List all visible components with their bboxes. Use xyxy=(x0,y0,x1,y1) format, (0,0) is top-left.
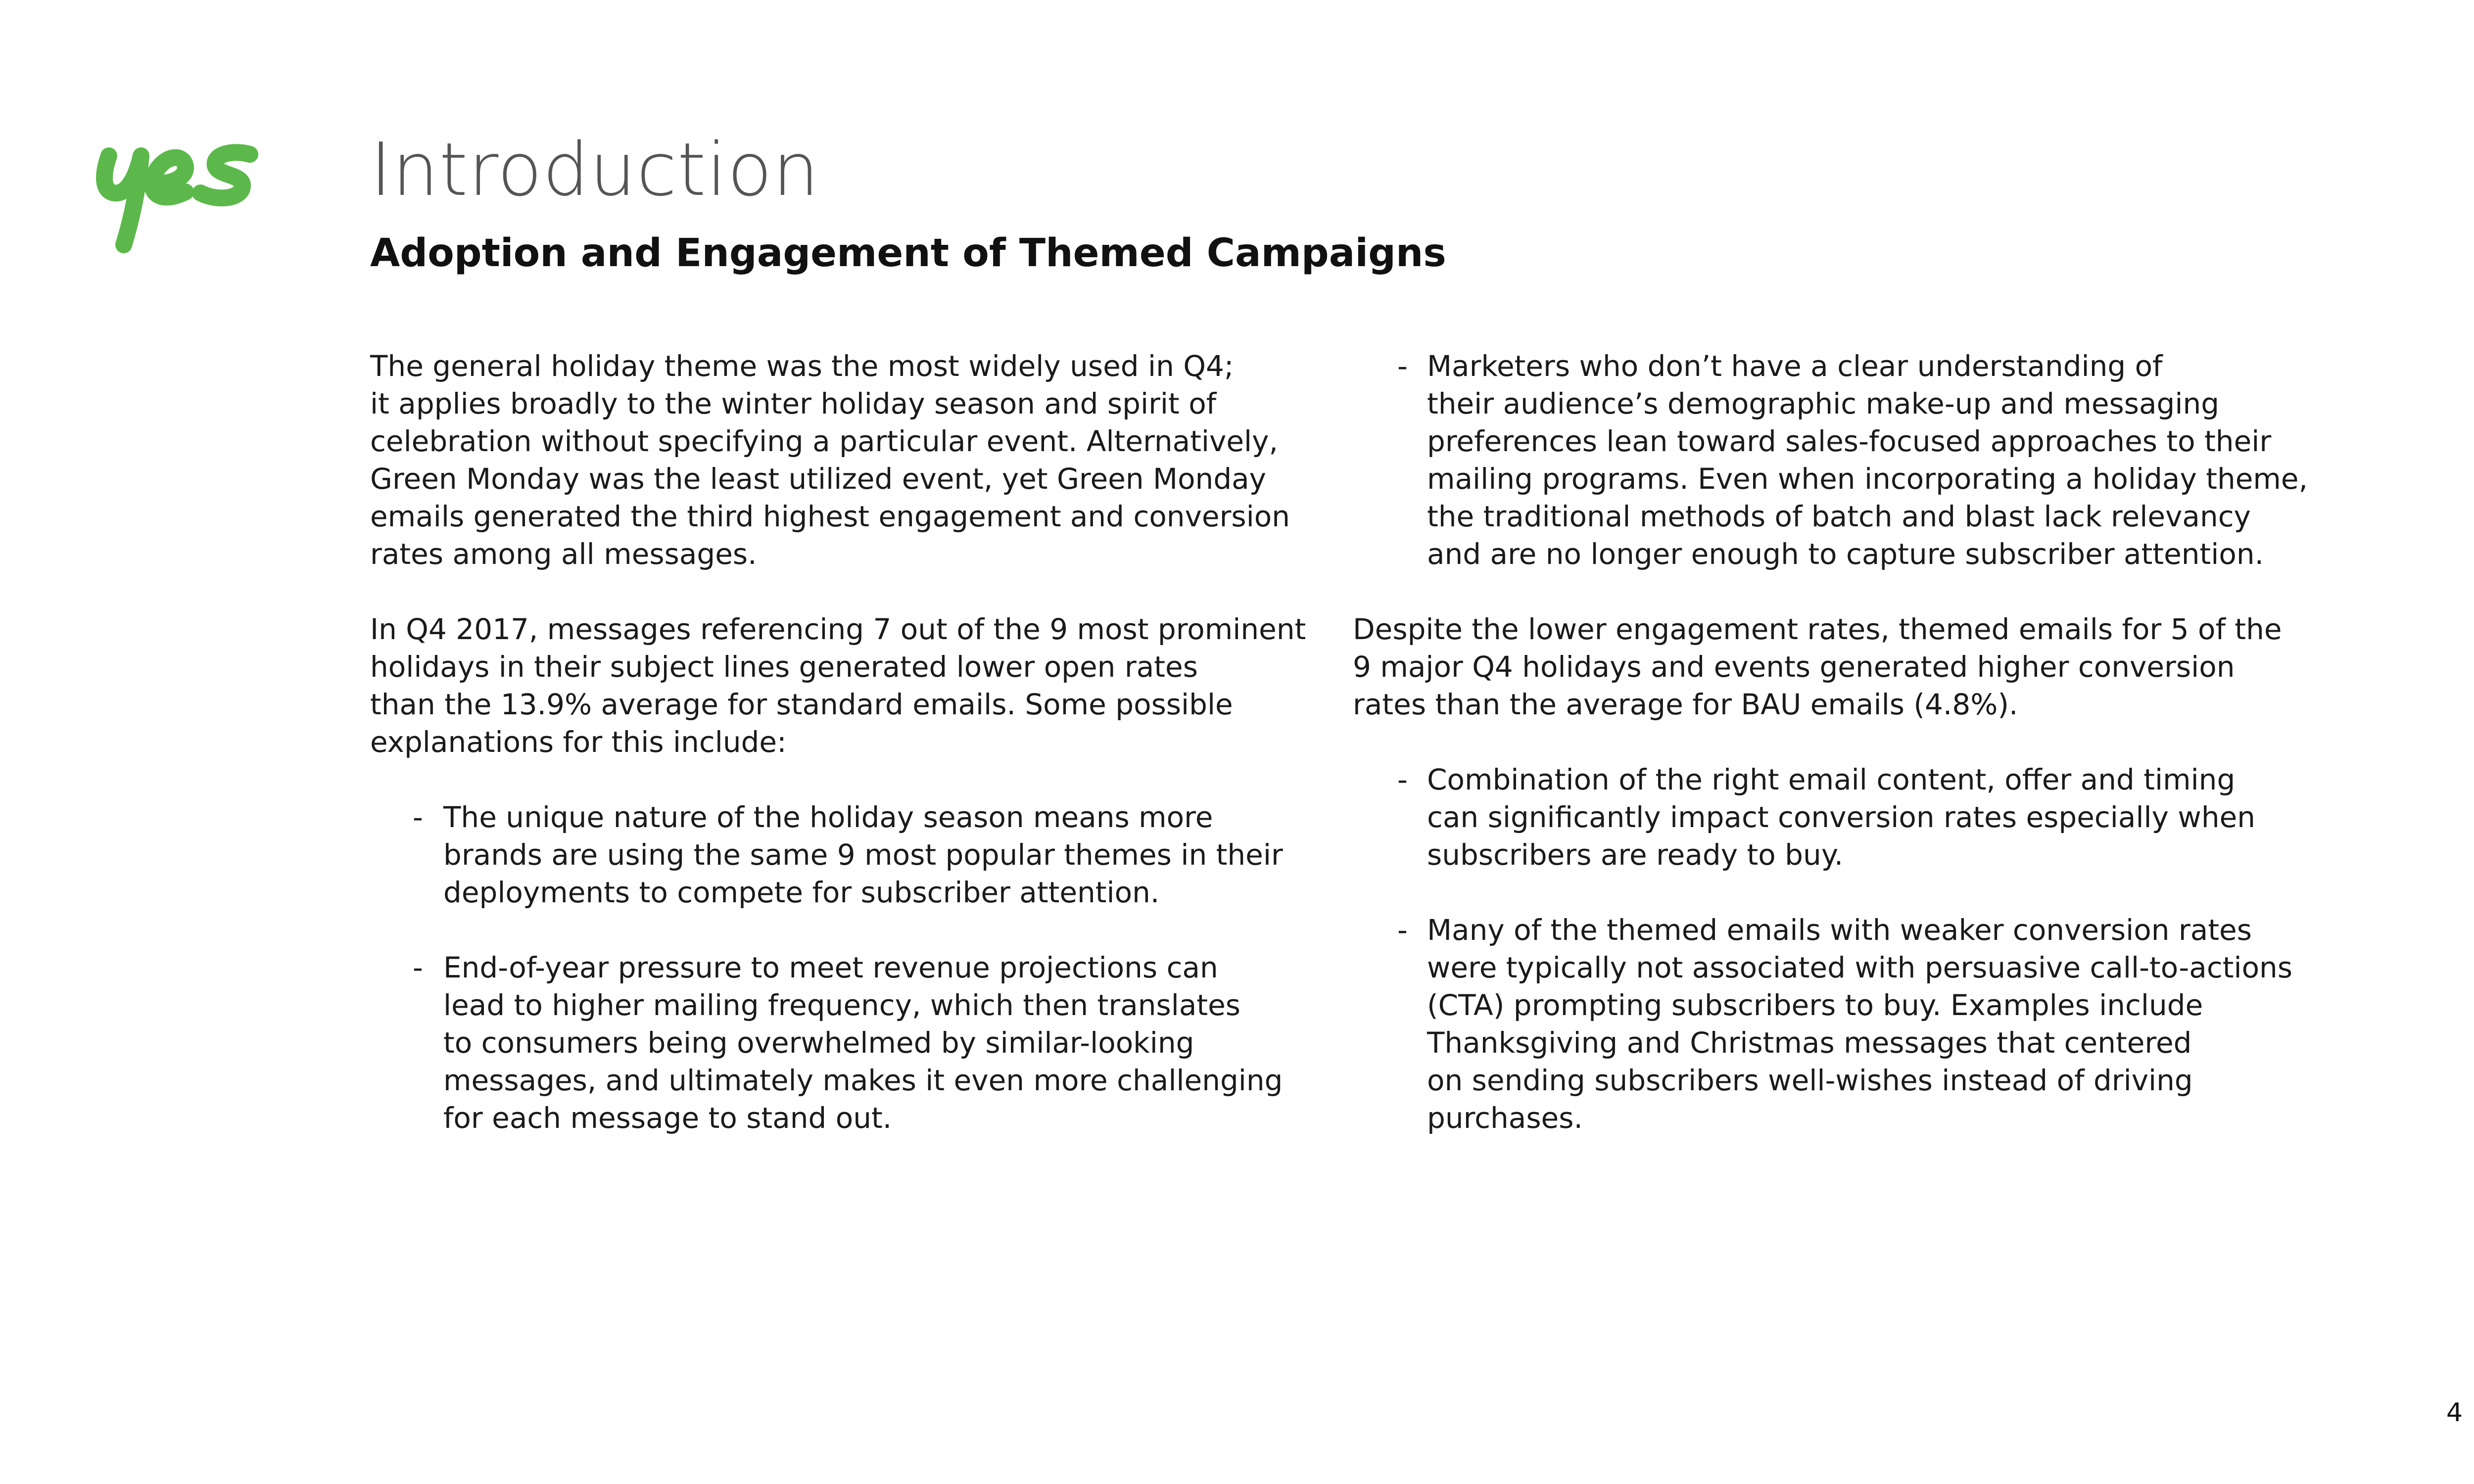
bullet-item xyxy=(1353,761,2323,874)
bullet-item xyxy=(370,798,1310,911)
yes-logo xyxy=(94,143,262,257)
right-column xyxy=(1353,347,2323,1174)
bullet-dash: - xyxy=(1397,763,1408,796)
page-title: Introduction xyxy=(370,127,820,212)
bullet-dash: - xyxy=(1397,349,1408,383)
page-number: 4 xyxy=(2446,1398,2463,1428)
bullet-dash: - xyxy=(413,951,423,984)
open-rates-paragraph: In Q4 2017, messages referencing 7 out of the 9 most prominent holidays in their subject lines generated lower open rates than the 13.9% average for standard emails. Some possible explanations for this include: xyxy=(370,612,1306,759)
page-subtitle: Adoption and Engagement of Themed Campaigns xyxy=(370,231,1446,276)
bullet-dash: - xyxy=(1397,913,1408,947)
bullet-item xyxy=(370,949,1310,1137)
bullet-text: End-of-year pressure to meet revenue projections can lead to higher mailing frequency, which then translates to consumers being overwhelmed by similar-looking messages, and ultimately makes it even more challenging for each message to stand out. xyxy=(443,951,1283,1135)
yes-logo-mark xyxy=(94,143,262,257)
bullet-text: Many of the themed emails with weaker conversion rates were typically not associated with persuasive call-to-actions (CTA) prompting subscribers to buy. Examples include Thanksgiving and Christmas messages that centered on sending subscribers well-wishes instead of driving purchases. xyxy=(1427,913,2293,1135)
bullet-dash: - xyxy=(413,800,423,834)
bullet-text: Combination of the right email content, offer and timing can significantly impact conversion rates especially when subscribers are ready to buy. xyxy=(1427,763,2256,872)
intro-paragraph: The general holiday theme was the most widely used in Q4; it applies broadly to the winter holiday season and spirit of celebration without specifying a particular event. Alternatively, Green Monday was the least utilized event, yet Green Monday emails generated the third highest engagement and conversion rates among all messages. xyxy=(370,349,1290,571)
conversion-paragraph: Despite the lower engagement rates, themed emails for 5 of the 9 major Q4 holidays and events generated higher conversion rates than the average for BAU emails (4.8%). xyxy=(1353,612,2282,721)
bullet-item xyxy=(1353,911,2323,1137)
bullet-text: The unique nature of the holiday season means more brands are using the same 9 most popular themes in their deployments to compete for subscriber attention. xyxy=(443,800,1283,909)
bullet-item xyxy=(1353,347,2323,573)
left-column xyxy=(370,347,1310,1174)
bullet-text: Marketers who don’t have a clear understanding of their audience’s demographic make-up and messaging preferences lean toward sales-focused approaches to their mailing programs. Even when incorporating a holiday theme, the traditional methods of batch and blast lack relevancy and are no longer enough to capture subscriber attention. xyxy=(1427,349,2308,571)
